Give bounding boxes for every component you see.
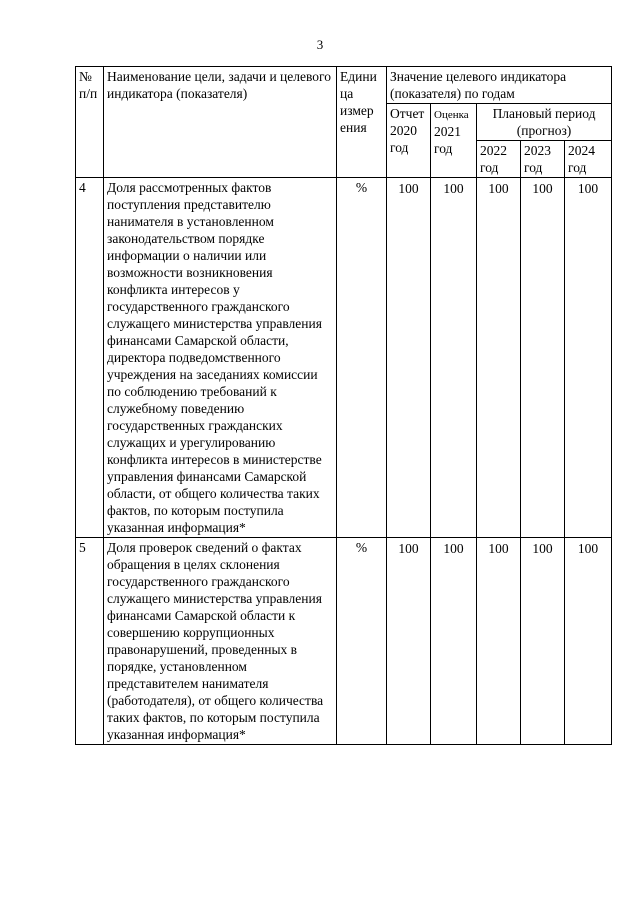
header-year-2024: 2024 год	[565, 141, 612, 178]
header-estimate-year: 2021 год	[434, 124, 461, 156]
row-name: Доля проверок сведений о фактах обращения в целях склонения государственного гражданского служащего министерства управления финансами Самарской области к совершению коррупционных правонарушений, проведенных в порядке, установленном представителем нанимателя (работодателя), от общего количества таких фактов, по которым поступила указанная информация*	[104, 538, 337, 745]
page-number: 3	[316, 37, 324, 52]
table-row	[76, 178, 612, 538]
row-value-2021: 100	[431, 538, 477, 745]
header-values: Значение целевого индикатора (показателя) по годам	[387, 67, 612, 104]
header-year-2023: 2023 год	[521, 141, 565, 178]
header-estimate	[431, 104, 477, 178]
row-num: 5	[76, 538, 104, 745]
header-row-1	[76, 67, 612, 104]
row-value-2023: 100	[521, 178, 565, 538]
row-value-2020: 100	[387, 178, 431, 538]
row-value-2022: 100	[477, 538, 521, 745]
row-value-2020: 100	[387, 538, 431, 745]
header-estimate-label: Оценка	[434, 109, 469, 121]
row-num: 4	[76, 178, 104, 538]
row-value-2021: 100	[431, 178, 477, 538]
header-num: № п/п	[76, 67, 104, 178]
header-report: Отчет 2020 год	[387, 104, 431, 178]
row-value-2022: 100	[477, 178, 521, 538]
table-row	[76, 538, 612, 745]
row-unit: %	[337, 538, 387, 745]
header-name: Наименование цели, задачи и целевого индикатора (показателя)	[104, 67, 337, 178]
row-unit: %	[337, 178, 387, 538]
row-value-2023: 100	[521, 538, 565, 745]
row-value-2024: 100	[565, 178, 612, 538]
indicators-table	[75, 66, 612, 745]
row-name: Доля рассмотренных фактов поступления представителю нанимателя в установленном законодательством порядке информации о наличии или возможности возникновения конфликта интересов у государственного гражданского служащего министерства управления финансами Самарской области, директора подведомственного учреждения на заседаниях комиссии по соблюдению требований к служебному поведению государственных гражданских служащих и урегулированию конфликта интересов в министерстве управления финансами Самарской области, от общего количества таких фактов, по которым поступила указанная информация*	[104, 178, 337, 538]
header-year-2022: 2022 год	[477, 141, 521, 178]
header-plan-period: Плановый период (прогноз)	[477, 104, 612, 141]
row-value-2024: 100	[565, 538, 612, 745]
header-unit: Едини ца измер ения	[337, 67, 387, 178]
